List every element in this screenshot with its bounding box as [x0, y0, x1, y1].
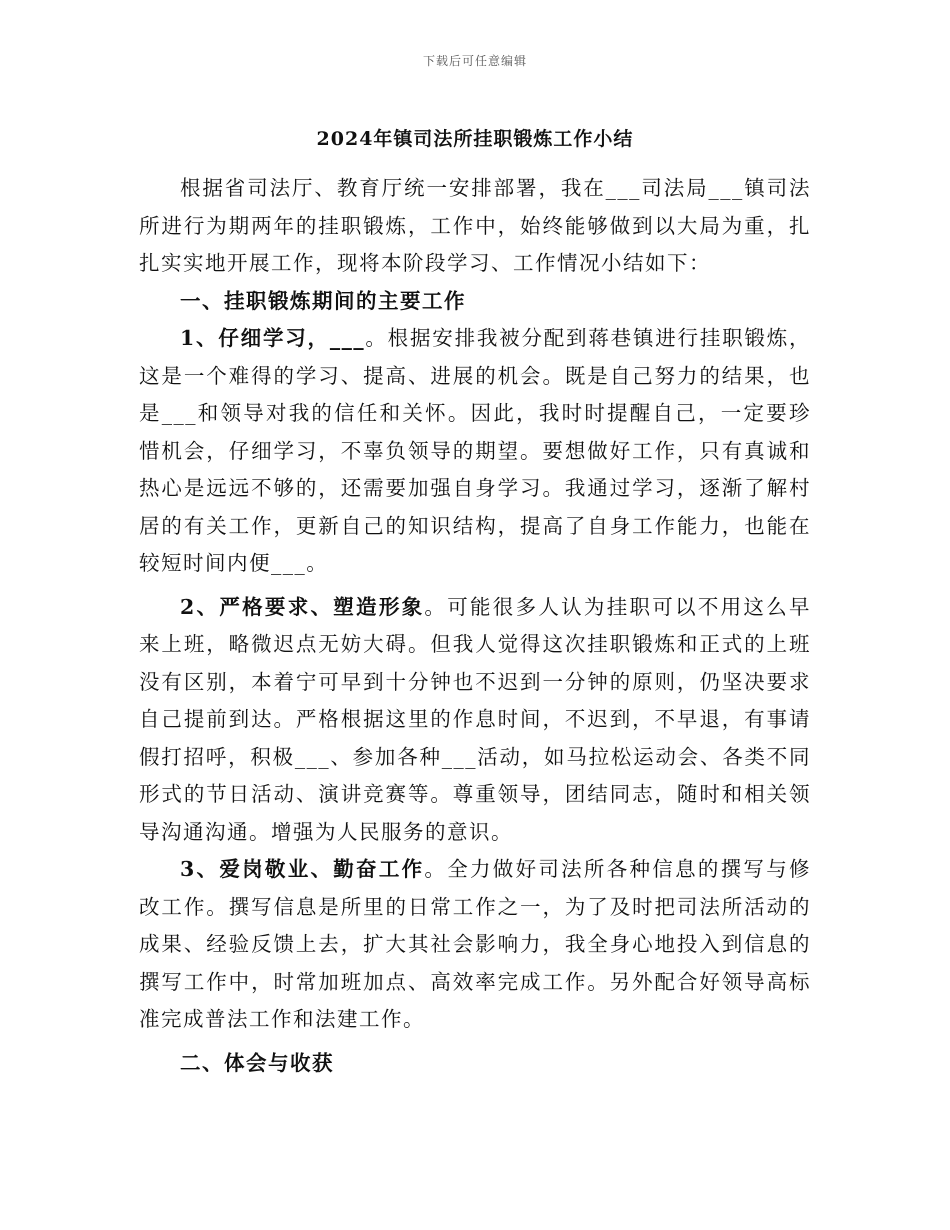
item-paragraph-1 [139, 320, 811, 583]
item-text-3: 。全力做好司法所各种信息的撰写与修改工作。撰写信息是所里的日常工作之一，为了及时把司法所活动的成果、经验反馈上去，扩大其社会影响力，我全身心地投入到信息的撰写工作中，时常加班加点、高效率完成工作。另外配合好领导高标准完成普法工作和法建工作。 [139, 857, 812, 1031]
item-paragraph-3 [139, 851, 811, 1039]
item-lead-2: 2、严格要求、塑造形象 [180, 594, 425, 619]
item-paragraph-2 [139, 589, 811, 852]
section-heading-2: 二、体会与收获 [180, 1050, 334, 1075]
item-text-1: 。根据安排我被分配到蒋巷镇进行挂职锻炼，这是一个难得的学习、提高、进展的机会。既是自己努力的结果，也是___和领导对我的信任和关怀。因此，我时时提醒自己，一定要珍惜机会，仔细学习，不辜负领导的期望。要想做好工作，只有真诚和热心是远远不够的，还需要加强自身学习。我通过学习，逐渐了解村居的有关工作，更新自己的知识结构，提高了自身工作能力，也能在较短时间内便___。 [139, 326, 812, 575]
intro-paragraph: 根据省司法厅、教育厅统一安排部署，我在___司法局___镇司法所进行为期两年的挂职锻炼，工作中，始终能够做到以大局为重，扎扎实实地开展工作，现将本阶段学习、工作情况小结如下： [139, 176, 811, 275]
item-lead-1: 1、仔细学习，___ [180, 326, 366, 350]
document-body [139, 170, 811, 1082]
section-heading-1: 一、挂职锻炼期间的主要工作 [180, 288, 466, 313]
item-text-2: 。可能很多人认为挂职可以不用这么早来上班，略微迟点无妨大碍。但我人觉得这次挂职锻炼和正式的上班没有区别，本着宁可早到十分钟也不迟到一分钟的原则，仍坚决要求自己提前到达。严格根据这里的作息时间，不迟到，不早退，有事请假打招呼，积极___、参加各种___活动，如马拉松运动会、各类不同形式的节日活动、演讲竞赛等。尊重领导，团结同志，随时和相关领导沟通沟通。增强为人民服务的意识。 [139, 594, 812, 844]
document-title: 2024年镇司法所挂职锻炼工作小结 [316, 128, 634, 150]
item-lead-3: 3、爱岗敬业、勤奋工作 [180, 857, 425, 881]
header-note: 下载后可任意编辑 [422, 54, 527, 68]
